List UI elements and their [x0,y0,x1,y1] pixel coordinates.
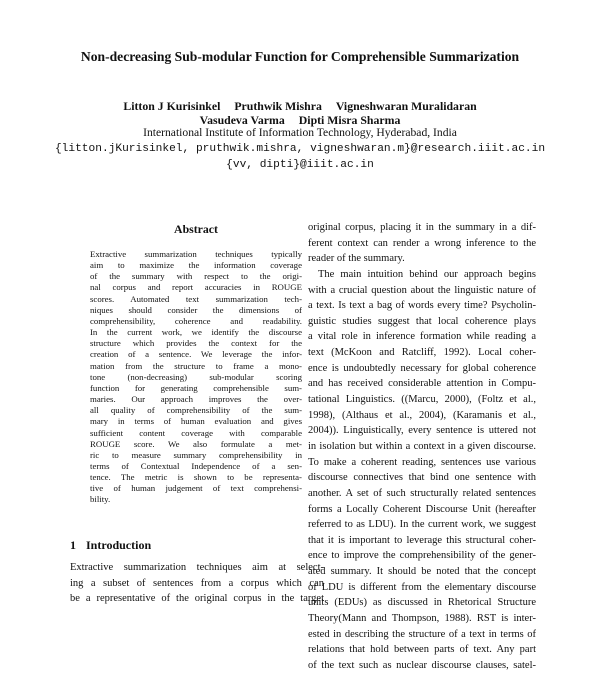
body-line: tational Linguistics. ((Marcu, 2000), (Foltz et al., [308,394,536,406]
body-line: relations that hold between parts of text. Any part [308,644,536,656]
body-line: another. A set of such structurally related sentences [308,487,536,499]
abstract-line: of the summary with respect to the origi- [90,271,302,282]
abstract-line: terms of Contextual Independence of a sen- [90,460,302,471]
abstract-line: creation of a sentence. We leverage the infor- [90,349,302,360]
body-line: ested in describing the structure of a text in terms of [308,628,536,640]
abstract-line: tone (non-decreasing) sub-modular scoring [90,371,302,382]
paper-title: Non-decreasing Sub-modular Function for Comprehensible Summarization [80,49,520,64]
body-line: Theory(Mann and Thompson, 1988). RST is inter- [308,613,536,625]
body-line: in isolation but within a context in a given discourse. [308,440,536,452]
abstract-line: niques should consider the dimensions of [90,304,302,315]
abstract-line: ROUGE score. We also formulate a met- [90,438,302,449]
author-name: Pruthwik Mishra [234,99,322,113]
email-line-1: {litton.jKurisinkel, pruthwik.mishra, vigneshwaran.m}@research.iiit.ac.in [54,143,546,155]
section-number: 1 [70,538,76,552]
abstract-line: tence. The metric is shown to be representa- [90,472,302,483]
abstract-line: bility. [90,494,111,505]
author-name: Vasudeva Varma [199,113,285,127]
body-line: be a representative of the original corpus in the target [70,593,324,605]
body-line: ferent context can render a wrong inference to the [308,237,536,249]
body-line: 2004)). Linguistically, every sentence is uttered not [308,425,536,437]
abstract-line: comprehensibility, coherence and readability. [90,315,302,326]
right-column-body [308,220,536,674]
body-line: and has received considerable attention in Compu- [308,378,536,390]
body-line: guistic studies suggest that local coherence plays [308,315,536,327]
body-line: a text. Is text a bag of words every time? Psycholin- [308,300,536,312]
body-line: ence is undoubtedly necessary for global coherence [308,362,536,374]
body-line: a vital role in inference formation while reading a [308,331,536,343]
abstract-heading: Abstract [174,222,218,236]
body-line: Extractive summarization techniques aim at select- [70,562,324,573]
body-line: of the text such as nuclear discourse clauses, satel- [308,659,536,671]
body-line: reader of the summary. [308,253,405,265]
author-name: Vigneshwaran Muralidaran [335,99,477,113]
body-line: that it is important to leverage this structural coher- [308,534,536,546]
abstract-line: scores. Automated text summarization tech- [90,293,302,304]
body-line: with a crucial question about the linguistic nature of [308,284,536,296]
abstract-body [90,249,302,506]
authors-line-1 [0,99,600,113]
abstract-line: mary in terms of human evaluation and gives [90,416,302,427]
body-line: ated summary. It should be noted that the concept [308,566,536,578]
body-line: The main intuition behind our approach begins [318,268,536,280]
body-line: referred to as LDU). In the current work, we suggest [308,519,536,531]
body-line: of LDU is different from the elementary discourse [308,581,536,593]
abstract-line: structure which provides the context for the [90,338,302,349]
authors-line-2 [0,113,600,127]
author-name: Dipti Misra Sharma [298,113,401,127]
author-name: Litton J Kurisinkel [123,99,221,113]
abstract-line: mation from the structure to frame a mono- [90,360,302,371]
abstract-line: aim to maximize the information coverage [90,260,302,271]
body-line: text (McKoon and Ratcliff, 1992). Local coher- [308,347,536,359]
intro-body [70,560,324,607]
abstract-line: nal corpus and report accuracies in ROUGE [90,282,302,293]
email-line-2: {vv, dipti}@iiit.ac.in [226,159,374,171]
abstract-line: all quality of comprehensibility of the sum- [90,405,302,416]
body-line: discourse connectives that bind one sentence with [308,472,536,484]
section-title: Introduction [86,538,152,552]
abstract-line: maries. Our approach improves the over- [90,394,302,405]
body-line: To make a coherent reading, sentences use various [308,456,536,468]
section-heading [70,538,151,552]
body-line: forms a Locally Coherent Discourse Unit (hereafter [308,503,536,515]
body-line: ing a subset of sentences from a corpus which can [70,577,324,589]
affiliation: International Institute of Information Technology, Hyderabad, India [143,126,457,139]
body-line: units (EDUs) as discussed in Rhetorical Structure [308,597,536,609]
body-line: ence to improve the comprehensibility of the gener- [308,550,536,562]
body-line: original corpus, placing it in the summary in a dif- [308,222,536,233]
abstract-line: ric to measure summary comprehensibility in [90,449,302,460]
body-line: 1998), (Althaus et al., 2004), (Karamanis et al., [308,409,536,421]
abstract-line: In the current work, we identify the discourse [90,327,302,338]
abstract-line: Extractive summarization techniques typically [90,249,302,259]
abstract-line: sufficient content coverage with comparable [90,427,302,438]
abstract-line: tive of human judgement of text comprehensi- [90,483,302,494]
abstract-line: function for generating comprehensible sum- [90,382,302,393]
